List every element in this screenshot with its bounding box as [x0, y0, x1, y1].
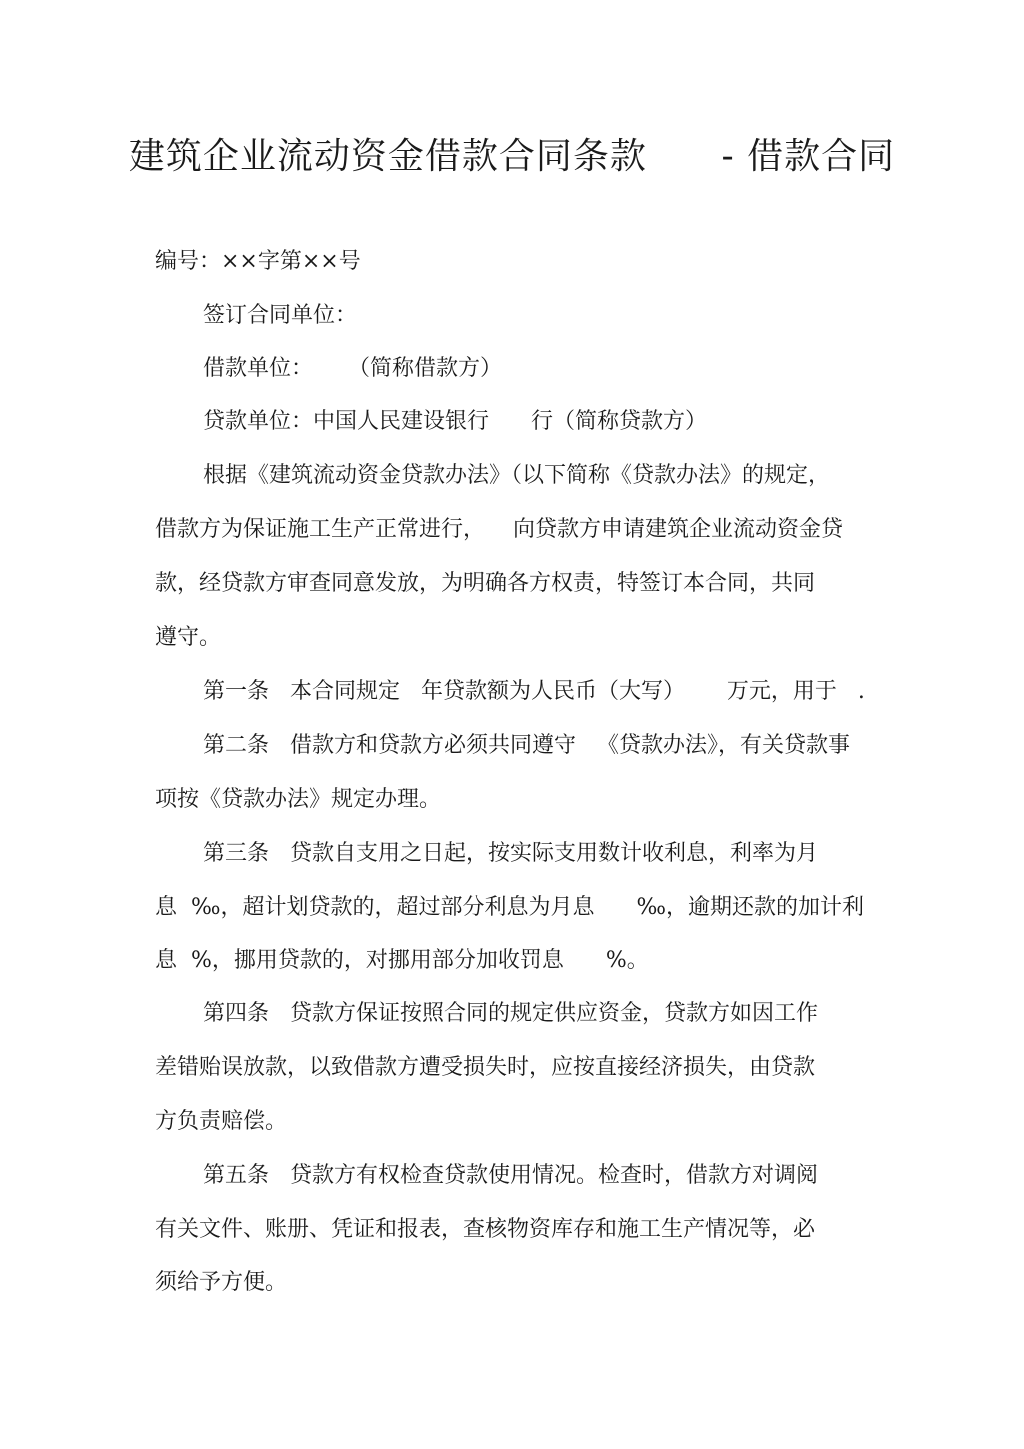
article-2-line: 第二条 借款方和贷款方必须共同遵守 《贷款办法》，有关贷款事 [203, 733, 850, 758]
article-3-line: 息 ‰，超计划贷款的，超过部分利息为月息 ‰，逾期还款的加计利 [155, 895, 864, 920]
document-title: 建筑企业流动资金借款合同条款 - 借款合同 [128, 136, 896, 177]
article-5-line: 有关文件、账册、凭证和报表，查核物资库存和施工生产情况等，必 [155, 1217, 816, 1242]
article-4-line: 差错贻误放款，以致借款方遭受损失时，应按直接经济损失，由贷款 [155, 1055, 816, 1080]
article-3-line: 息 %，挪用贷款的，对挪用部分加收罚息 %。 [155, 948, 649, 973]
preamble-line: 借款方为保证施工生产正常进行， 向贷款方申请建筑企业流动资金贷 [155, 517, 843, 542]
article-5-line: 须给予方便。 [155, 1270, 288, 1295]
preamble-line: 遵守。 [155, 625, 222, 650]
borrower-line: 借款单位： （简称借款方） [203, 356, 502, 381]
contract-number: 编号：××字第××号 [155, 249, 361, 274]
article-4-line: 第四条 贷款方保证按照合同的规定供应资金，贷款方如因工作 [203, 1001, 818, 1026]
article-4-line: 方负责赔偿。 [155, 1109, 288, 1134]
preamble-line: 根据《建筑流动资金贷款办法》（以下简称《贷款办法》的规定， [203, 463, 831, 488]
article-3-line: 第三条 贷款自支用之日起，按实际支用数计收利息，利率为月 [203, 841, 818, 866]
article-2-line: 项按《贷款办法》规定办理。 [155, 787, 442, 812]
article-5-line: 第五条 贷款方有权检查贷款使用情况。检查时，借款方对调阅 [203, 1163, 818, 1188]
preamble-line: 款，经贷款方审查同意发放，为明确各方权责，特签订本合同，共同 [155, 571, 816, 596]
article-1-line: 第一条 本合同规定 年贷款额为人民币（大写） 万元，用于 . [203, 679, 865, 704]
lender-line: 贷款单位：中国人民建设银行 行（简称贷款方） [203, 409, 707, 434]
signing-parties-heading: 签订合同单位： [203, 303, 358, 328]
